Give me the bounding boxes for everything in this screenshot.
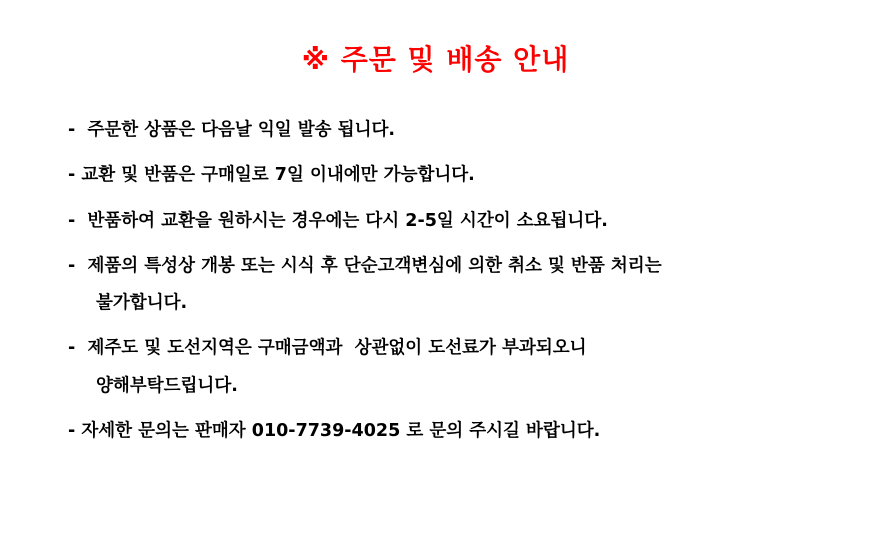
list-item-contact: - 자세한 문의는 판매자 010-7739-4025 로 문의 주시길 바랍니다. bbox=[68, 420, 601, 441]
list-item: - 제품의 특성상 개봉 또는 시식 후 단순고객변심에 의한 취소 및 반품 처리는 bbox=[68, 255, 662, 276]
list-item: - 반품하여 교환을 원하시는 경우에는 다시 2-5일 시간이 소요됩니다. bbox=[68, 210, 608, 231]
notice-list bbox=[0, 79, 871, 444]
list-item: - 주문한 상품은 다음날 익일 발송 됩니다. bbox=[68, 120, 396, 141]
page-title: ※ 주문 및 배송 안내 bbox=[301, 43, 570, 76]
list-item: - 교환 및 반품은 구매일로 7일 이내에만 가능합니다. bbox=[68, 165, 475, 186]
list-item: - 제주도 및 도선지역은 구매금액과 상관없이 도선료가 부과되오니 bbox=[68, 338, 587, 359]
list-item-continuation: 양해부탁드립니다. bbox=[96, 375, 238, 396]
list-item-continuation: 불가합니다. bbox=[96, 293, 188, 314]
